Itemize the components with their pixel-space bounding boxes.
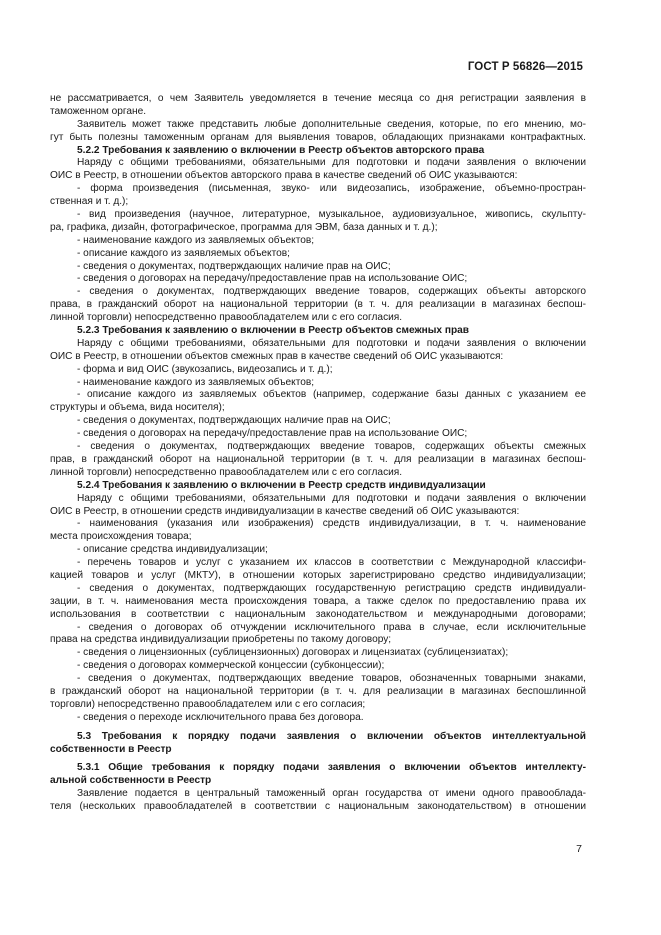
text-line: - сведения о документах, подтверждающих введение товаров, содержащих объекты смежных bbox=[77, 441, 586, 453]
text-line: Наряду с общими требованиями, обязательными для подготовки и подачи заявления о включении bbox=[77, 157, 586, 169]
text-line: использования в соответствии с национальным законодательством и международными договорами; bbox=[50, 608, 586, 620]
text-line: - описание средства индивидуализации; bbox=[77, 544, 268, 556]
text-line: Наряду с общими требованиями, обязательными для подготовки и подачи заявления о включении bbox=[77, 492, 586, 504]
section-heading-line: 5.2.2 Требования к заявлению о включении в Реестр объектов авторского права bbox=[77, 144, 485, 156]
document-body bbox=[50, 93, 586, 814]
text-line: места происхождения товара; bbox=[50, 531, 192, 543]
text-line: - сведения о документах, подтверждающих наличие прав на ОИС; bbox=[77, 415, 391, 427]
text-line: - сведения о документах, подтверждающих введение товаров, обозначенных товарными знаками, bbox=[77, 673, 586, 685]
text-line: - сведения о документах, подтверждающих государственную регистрацию средств индивидуали- bbox=[77, 582, 586, 594]
text-line: - сведения о договорах коммерческой концессии (субконцессии); bbox=[77, 660, 385, 672]
text-line: - сведения о документах, подтверждающих наличие прав на ОИС; bbox=[77, 260, 391, 272]
text-line: ОИС в Реестр, в отношении средств индивидуализации в качестве сведений об ОИС указываются: bbox=[50, 505, 520, 517]
text-line: права, в гражданский оборот на национальной территории (в т. ч. для реализации в магазинах беспош- bbox=[50, 299, 586, 311]
standard-designation: ГОСТ Р 56826—2015 bbox=[467, 61, 583, 73]
text-line: - сведения о договорах на передачу/предоставление прав на использование ОИС; bbox=[77, 428, 468, 440]
text-line: ственная и т. д.); bbox=[50, 196, 129, 208]
text-line: теля (нескольких правообладателей в соответствии с национальным законодательством) в отношении bbox=[50, 801, 586, 813]
text-line: - перечень товаров и услуг с указанием их классов в соответствии с Международной классифи- bbox=[77, 557, 586, 569]
section-heading-line: собственности в Реестр bbox=[50, 743, 172, 755]
section-heading-line: альной собственности в Реестр bbox=[50, 775, 212, 787]
text-line: - сведения о документах, подтверждающих введение товаров, содержащих объекты авторского bbox=[77, 286, 586, 298]
text-line: - сведения о договорах на передачу/предоставление прав на использование ОИС; bbox=[77, 273, 468, 285]
text-line: - сведения о переходе исключительного права без договора. bbox=[77, 711, 364, 723]
text-line: - форма произведения (письменная, звуко- или видеозапись, изображение, объемно-простран- bbox=[77, 183, 586, 195]
text-line: кацией товаров и услуг (МКТУ), в отношении которых зарегистрировано средство индивидуализации; bbox=[50, 569, 586, 581]
text-line: гут быть полезны таможенным органам для выявления товаров, обладающих признаками контрафактных. bbox=[50, 131, 586, 143]
text-line: - вид произведения (научное, литературное, музыкальное, аудиовизуальное, живопись, скульпту- bbox=[77, 209, 586, 221]
text-line: в гражданский оборот на национальной территории (в т. ч. для реализации в магазинах беспошлинной bbox=[50, 685, 586, 697]
text-line: - наименования (указания или изображения) средств индивидуализации, в т. ч. наименование bbox=[77, 518, 586, 530]
text-line: прав, в гражданский оборот на национальной территории (в т. ч. для реализации в магазинах беспош- bbox=[50, 453, 586, 465]
text-line: торговли) непосредственно правообладателем или с его согласия; bbox=[50, 698, 366, 710]
page-number: 7 bbox=[576, 843, 582, 855]
text-line: линной торговли) непосредственно правообладателем или с его согласия. bbox=[50, 466, 403, 478]
text-line: - наименование каждого из заявляемых объектов; bbox=[77, 376, 315, 388]
text-line: Заявитель может также представить любые дополнительные сведения, которые, по его мнению, мо- bbox=[77, 118, 586, 130]
text-line: - описание каждого из заявляемых объектов; bbox=[77, 247, 290, 259]
text-line: линной торговли) непосредственно правообладателем или с его согласия. bbox=[50, 312, 403, 324]
section-heading-line: 5.2.4 Требования к заявлению о включении в Реестр средств индивидуализации bbox=[77, 479, 486, 491]
text-line: - наименование каждого из заявляемых объектов; bbox=[77, 234, 315, 246]
text-line: не рассматривается, о чем Заявитель уведомляется в течение месяца со дня регистрации заявления в bbox=[50, 93, 586, 104]
text-line: таможенном органе. bbox=[50, 105, 147, 117]
text-line: - сведения о лицензионных (сублицензионных) договорах и лицензиатах (сублицензиатах); bbox=[77, 647, 509, 659]
text-line: - описание каждого из заявляемых объектов (например, содержание базы данных с указанием ее bbox=[77, 389, 586, 401]
section-heading-line: 5.3.1 Общие требования к порядку подачи заявления о включении объектов интеллекту- bbox=[77, 762, 586, 774]
text-line: - сведения о договорах об отчуждении исключительного права в случае, если исключительные bbox=[77, 621, 586, 633]
section-heading-line: 5.3 Требования к порядку подачи заявления о включении объектов интеллектуальной bbox=[77, 730, 586, 742]
text-line: ОИС в Реестр, в отношении объектов смежных прав в качестве сведений об ОИС указываются: bbox=[50, 350, 504, 362]
text-line: ра, графика, дизайн, фотографическое, программа для ЭВМ, база данных и т. д.); bbox=[50, 221, 438, 233]
text-line: - форма и вид ОИС (звукозапись, видеозапись и т. д.); bbox=[77, 363, 333, 375]
text-line: структуры и объема, вида носителя); bbox=[50, 402, 225, 414]
text-line: Заявление подается в центральный таможенный орган государства от имени одного правооблада- bbox=[77, 788, 586, 800]
section-heading-line: 5.2.3 Требования к заявлению о включении в Реестр объектов смежных прав bbox=[77, 325, 470, 337]
text-line: зации, в т. ч. наименования места происхождения товара, а также сделок по предоставлению права их bbox=[50, 595, 586, 607]
text-line: Наряду с общими требованиями, обязательными для подготовки и подачи заявления о включении bbox=[77, 337, 586, 349]
text-line: ОИС в Реестр, в отношении объектов авторского права в качестве сведений об ОИС указываются: bbox=[50, 170, 518, 182]
text-line: права на средства индивидуализации приобретены по такому договору; bbox=[50, 634, 392, 646]
